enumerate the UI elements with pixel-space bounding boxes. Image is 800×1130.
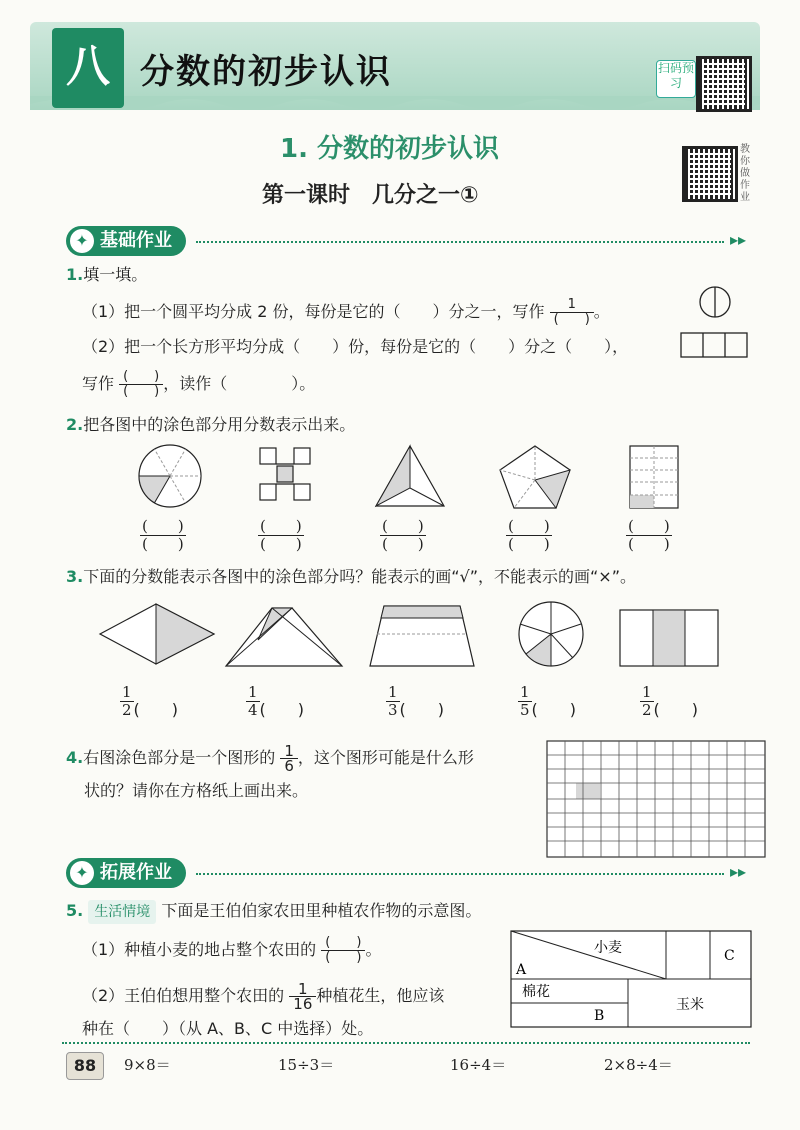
fraction-answer[interactable]: $\frac{( )}{( )}$ — [321, 936, 365, 965]
life-context-tag: 生活情境 — [88, 900, 156, 924]
qr-code-icon[interactable] — [696, 56, 752, 112]
triangle-thirds-figure — [376, 446, 444, 506]
question-2-figures — [130, 440, 730, 516]
fraction-answer[interactable]: $\frac{( )}{( )}$ — [119, 370, 163, 399]
q3-fraction-5[interactable]: $\frac{1}{2}$( ) — [642, 683, 699, 719]
question-3-title: 3.下面的分数能表示各图中的涂色部分吗？能表示的画“√”，不能表示的画“×”。 — [66, 567, 636, 586]
question-2-title: 2.把各图中的涂色部分用分数表示出来。 — [66, 415, 356, 434]
pentagon-fifths-figure — [500, 446, 570, 508]
scan-preview-label: 扫码预习 — [656, 60, 696, 98]
plot-c-label: C — [724, 948, 735, 964]
side-note: 教你做作业 — [740, 144, 750, 203]
page-number: 88 — [66, 1052, 104, 1080]
q3-fraction-4[interactable]: $\frac{1}{5}$( ) — [520, 683, 577, 719]
cotton-label: 棉花 — [522, 984, 550, 1000]
fraction-answer[interactable]: ( ) ( ) — [628, 517, 670, 553]
rectangle-halves-figure — [620, 610, 718, 666]
banner-wave — [30, 96, 760, 118]
double-arrow-icon: ▸▸ — [730, 230, 747, 249]
oral-calc-1: 9×8＝ — [124, 1056, 171, 1074]
basic-homework-heading: ✦ 基础作业 — [66, 226, 186, 256]
fraction-answer[interactable]: ( ) ( ) — [142, 517, 184, 553]
circle-sixths-figure — [139, 445, 201, 507]
circle-fifths-figure — [519, 602, 583, 666]
question-1-title: 1.填一填。 — [66, 265, 148, 284]
double-arrow-icon: ▸▸ — [730, 862, 747, 881]
question-3-figures — [96, 600, 726, 672]
plot-a-label: A — [516, 962, 527, 978]
divider — [196, 873, 724, 875]
wheat-label: 小麦 — [594, 940, 622, 956]
unit-number: 八 — [52, 28, 124, 108]
lesson-title: 第一课时 几分之一① — [262, 183, 479, 208]
oral-calc-4: 2×8÷4＝ — [604, 1056, 673, 1074]
farm-field-diagram — [510, 930, 754, 1030]
oral-calc-3: 16÷4＝ — [450, 1056, 507, 1074]
cross-squares-figure — [260, 448, 310, 500]
corn-label: 玉米 — [676, 997, 704, 1013]
fraction-answer[interactable]: ( ) ( ) — [382, 517, 424, 553]
section-title: 1. 分数的初步认识 — [280, 134, 500, 164]
unit-title: 分数的初步认识 — [140, 52, 392, 92]
footer-divider — [62, 1042, 750, 1044]
lightbulb-icon: ✦ — [70, 861, 94, 885]
question-4-text: 4.右图涂色部分是一个图形的 $\frac{1}{6}$ ，这个图形可能是什么形 — [66, 742, 474, 775]
question-5-title: 5. 生活情境 下面是王伯伯家农田里种植农作物的示意图。 — [66, 900, 481, 924]
q3-fraction-3[interactable]: $\frac{1}{3}$( ) — [388, 683, 445, 719]
rhombus-figure — [100, 604, 214, 664]
question-1-part-2-write: 写作 $\frac{( )}{( )}$ ，读作（ ）。 — [82, 369, 316, 399]
trapezoid-figure — [226, 608, 342, 666]
qr-code-icon[interactable] — [682, 146, 738, 202]
oral-calc-2: 15÷3＝ — [278, 1056, 335, 1074]
extend-homework-heading: ✦ 拓展作业 — [66, 858, 186, 888]
fraction-answer[interactable]: ( ) ( ) — [260, 517, 302, 553]
question-1-part-1: （1）把一个圆平均分成 2 份，每份是它的（ ）分之一，写作 $\frac{1}{( )}$ 。 — [82, 297, 610, 327]
grid-rectangle-figure — [630, 446, 678, 508]
question-5-part-1: （1）种植小麦的地占整个农田的 $\frac{( )}{( )}$ 。 — [82, 935, 382, 965]
q3-fraction-1[interactable]: $\frac{1}{2}$( ) — [122, 683, 179, 719]
halved-circle-figure — [698, 285, 732, 319]
fraction-answer[interactable]: ( ) ( ) — [508, 517, 550, 553]
lightbulb-icon: ✦ — [70, 229, 94, 253]
q3-fraction-2[interactable]: $\frac{1}{4}$( ) — [248, 683, 305, 719]
question-1-part-2: （2）把一个长方形平均分成（ ）份，每份是它的（ ）分之（ ）， — [82, 337, 629, 356]
question-4-text-2: 状的？请你在方格纸上画出来。 — [84, 781, 309, 800]
question-5-part-2: （2）王伯伯想用整个农田的 $\frac{1}{16}$ 种植花生，他应该 — [82, 980, 445, 1013]
question-5-part-2-line-2: 种在（ ）（从 A、B、C 中选择）处。 — [82, 1019, 374, 1038]
fraction-answer[interactable]: $\frac{1}{( )}$ — [550, 298, 594, 327]
plot-b-label: B — [594, 1008, 605, 1024]
divider — [196, 241, 724, 243]
grid-paper[interactable] — [546, 740, 768, 860]
trapezoid-strips-figure — [370, 606, 474, 666]
rectangle-thirds-figure — [680, 332, 748, 358]
